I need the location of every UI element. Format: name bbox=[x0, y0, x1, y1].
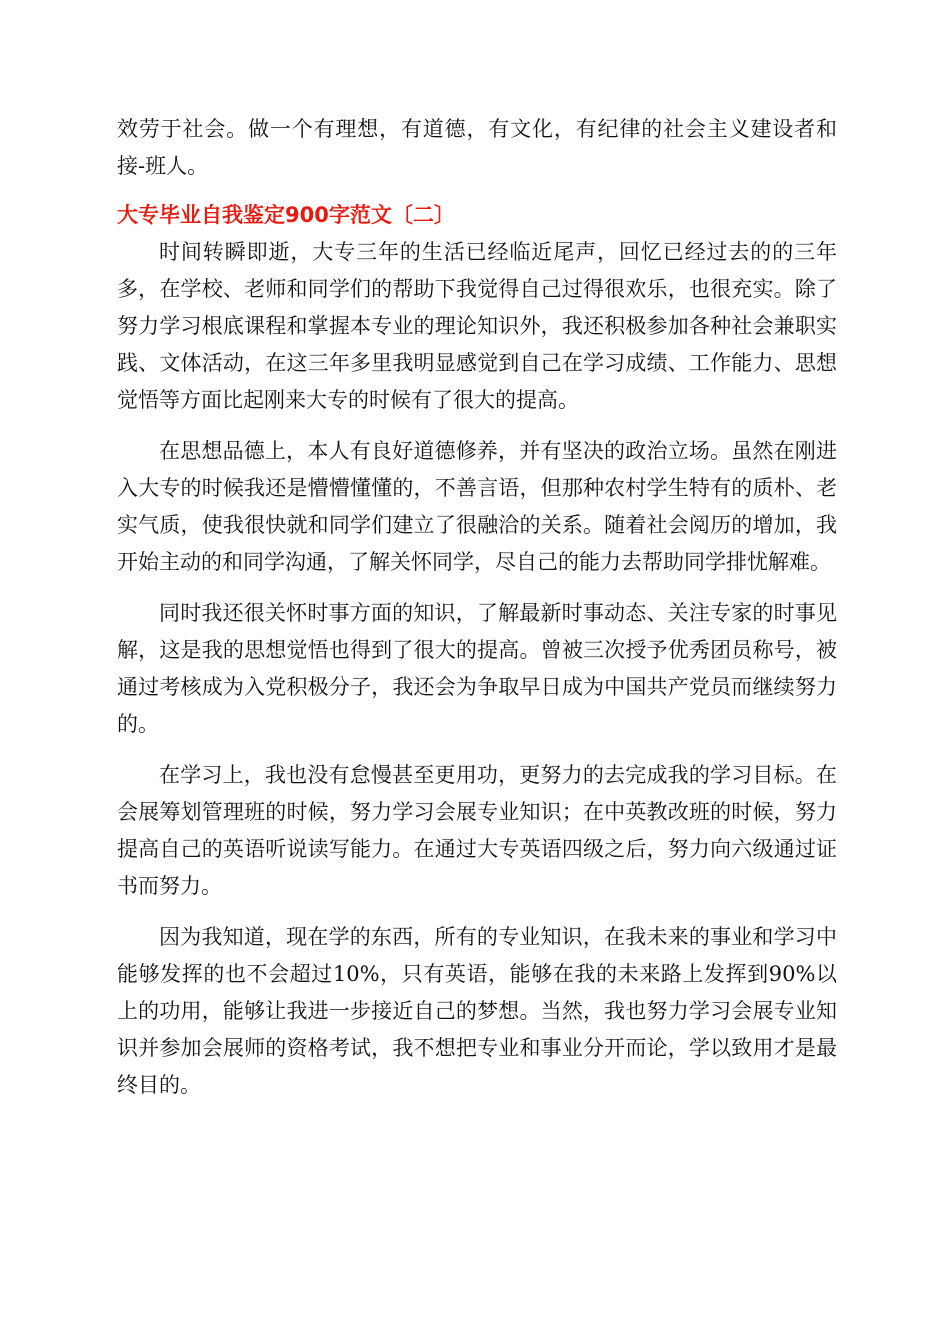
section-heading: 大专毕业自我鉴定900字范文〔二〕 bbox=[117, 203, 455, 227]
paragraph-1: 时间转瞬即逝，大专三年的生活已经临近尾声，回忆已经过去的的三年多，在学校、老师和同学们的帮助下我觉得自己过得很欢乐，也很充实。除了努力学习根底课程和掌握本专业的理论知识外，我还积极参加各种社会兼职实践、文体活动，在这三年多里我明显感觉到自己在学习成绩、工作能力、思想觉悟等方面比起刚来大专的时候有了很大的提高。 bbox=[117, 240, 837, 412]
paragraph-5: 因为我知道，现在学的东西，所有的专业知识，在我未来的事业和学习中能够发挥的也不会超过10%，只有英语，能够在我的未来路上发挥到90%以上的功用，能够让我进一步接近自己的梦想。当然，我也努力学习会展专业知识并参加会展师的资格考试，我不想把专业和事业分开而论，学以致用才是最终目的。 bbox=[117, 925, 837, 1097]
paragraph-3: 同时我还很关怀时事方面的知识，了解最新时事动态、关注专家的时事见解，这是我的思想觉悟也得到了很大的提高。曾被三次授予优秀团员称号，被通过考核成为入党积极分子，我还会为争取早日成为中国共产党员而继续努力的。 bbox=[117, 601, 837, 736]
paragraph-4: 在学习上，我也没有怠慢甚至更用功，更努力的去完成我的学习目标。在会展筹划管理班的时候，努力学习会展专业知识；在中英教改班的时候，努力提高自己的英语听说读写能力。在通过大专英语四级之后，努力向六级通过证书而努力。 bbox=[117, 763, 837, 898]
paragraph-2: 在思想品德上，本人有良好道德修养，并有坚决的政治立场。虽然在刚进入大专的时候我还是懵懵懂懂的，不善言语，但那种农村学生特有的质朴、老实气质，使我很快就和同学们建立了很融洽的关系。随着社会阅历的增加，我开始主动的和同学沟通，了解关怀同学，尽自己的能力去帮助同学排忧解难。 bbox=[117, 439, 837, 574]
opening-paragraph: 效劳于社会。做一个有理想，有道德，有文化，有纪律的社会主义建设者和接-班人。 bbox=[117, 117, 837, 178]
document-body bbox=[117, 111, 837, 1104]
